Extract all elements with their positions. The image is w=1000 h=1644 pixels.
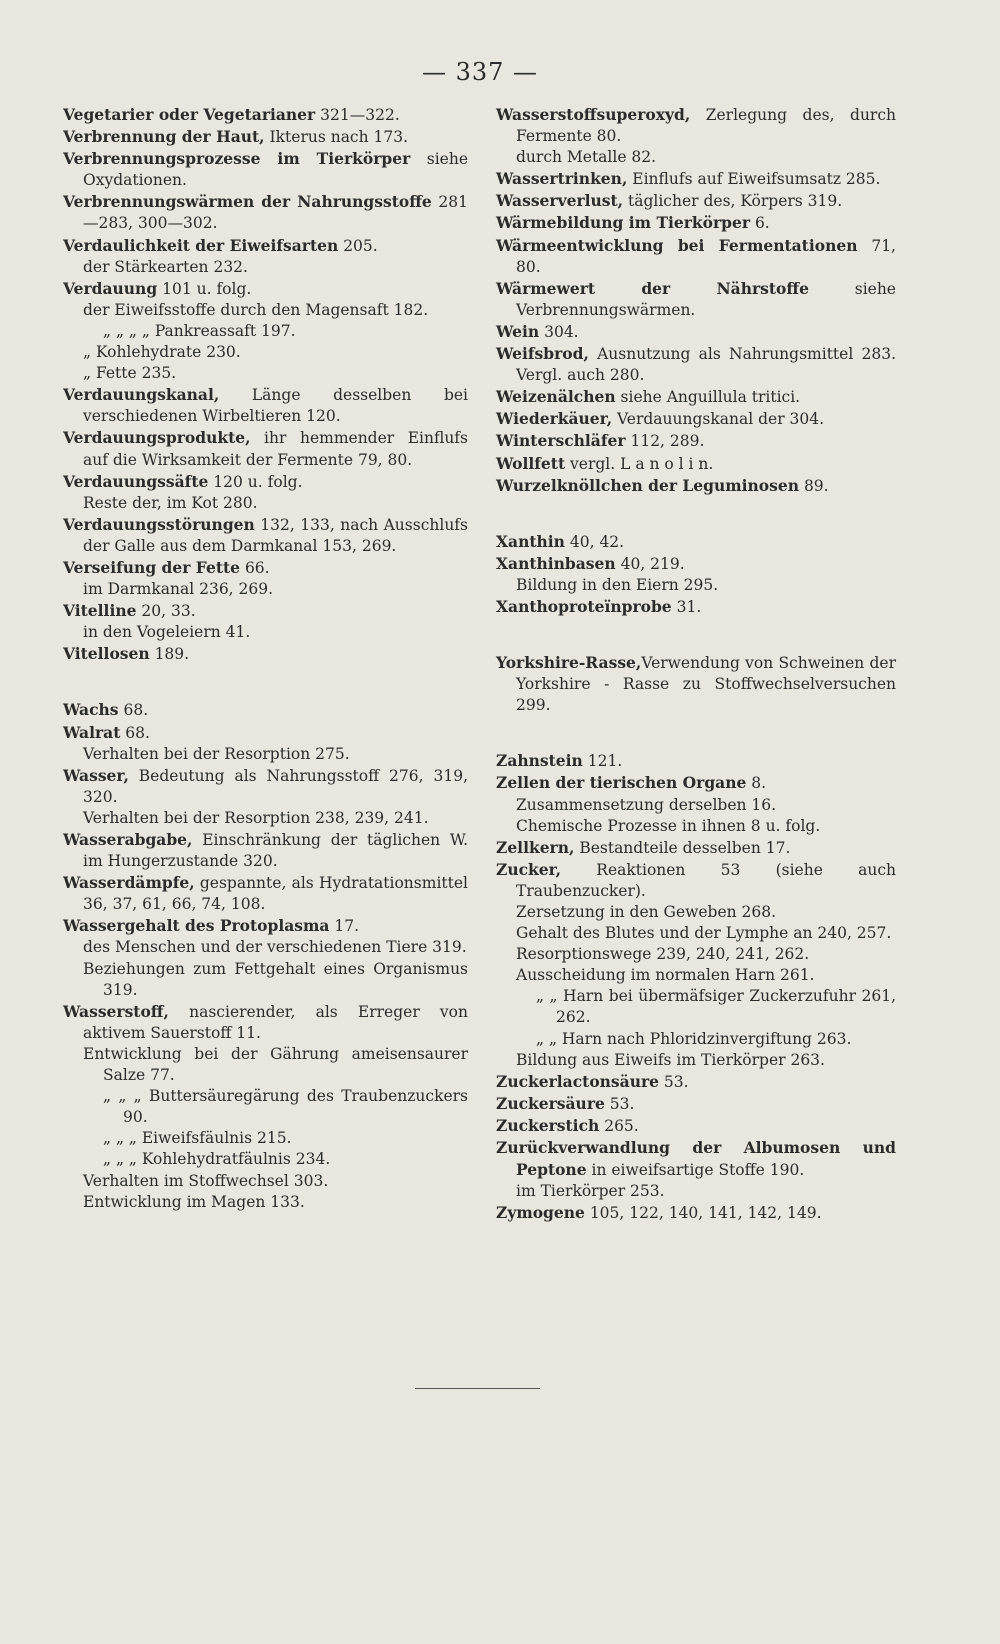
index-entry-text: Ausnutzung als Nahrungsmittel 283. Vergl. auch 280. <box>516 345 896 385</box>
end-rule <box>415 1388 540 1389</box>
index-entry-text: Zusammensetzung derselben 16. <box>516 795 777 814</box>
index-entry-text: 17. <box>329 917 360 936</box>
index-entry-text: in eiweifsartige Stoffe 190. <box>586 1161 805 1180</box>
index-entry <box>63 363 468 384</box>
index-entry <box>63 1128 468 1149</box>
index-entry-text: Entwicklung im Magen 133. <box>83 1192 305 1211</box>
index-entry <box>496 1115 896 1137</box>
index-entry-text: Ikterus nach 173. <box>264 128 409 147</box>
index-entry <box>496 965 896 986</box>
index-entry-text: 68. <box>118 701 149 720</box>
index-entry-heading: Xanthinbasen <box>496 553 616 573</box>
index-entry-heading: Wasser, <box>63 765 129 785</box>
index-entry-heading: Xanthin <box>496 531 565 551</box>
index-entry-text: „ Kohlehydrate 230. <box>83 343 241 362</box>
index-entry-text: „ „ Harn bei übermäfsiger Zuckerzufuhr 261, 262. <box>536 987 896 1027</box>
index-entry-heading: Verdauung <box>63 278 158 298</box>
index-entry <box>63 744 468 765</box>
index-entry <box>63 872 468 915</box>
index-entry-heading: Zuckerlactonsäure <box>496 1071 659 1091</box>
index-entry-text: 53. <box>604 1094 635 1113</box>
index-entry-heading: Verdauungskanal, <box>63 385 220 405</box>
index-entry-heading: Wiederkäuer, <box>496 409 613 429</box>
index-entry-text: 20, 33. <box>136 602 196 621</box>
index-entry <box>63 278 468 300</box>
index-entry <box>63 643 468 665</box>
index-entry-text: siehe Verbrennungswärmen. <box>516 279 896 319</box>
index-entry <box>63 829 468 872</box>
index-entry-text: 112, 289. <box>625 432 705 451</box>
index-entry <box>63 1149 468 1170</box>
index-entry-heading: Verbrennungswärmen der Nahrungsstoffe <box>63 192 432 212</box>
index-entry-text: Verhalten bei der Resorption 238, 239, 241. <box>83 808 429 827</box>
index-entry <box>63 471 468 493</box>
index-entry <box>496 795 896 816</box>
index-entry <box>496 816 896 837</box>
index-entry-text: „ Fette 235. <box>83 364 177 383</box>
index-entry-heading: Weizenälchen <box>496 387 616 407</box>
index-entry-text: 205. <box>338 236 378 255</box>
index-entry-heading: Wärmewert der Nährstoffe <box>496 278 809 298</box>
index-entry-text: siehe Oxydationen. <box>83 150 468 190</box>
index-entry-text: 265. <box>599 1116 639 1135</box>
index-entry-text: gespannte, als Hydratationsmittel 36, 37, 61, 66, 74, 108. <box>83 874 468 914</box>
index-entry-heading: Wassertrinken, <box>496 169 628 189</box>
index-entry-heading: Verdauungsstörungen <box>63 514 255 534</box>
index-entry <box>496 1029 896 1050</box>
index-entry-text: 132, 133, nach Ausschlufs der Galle aus dem Darmkanal 153, 269. <box>83 515 468 555</box>
index-entry-heading: Zymogene <box>496 1203 585 1223</box>
index-entry-text: 304. <box>539 322 579 341</box>
index-entry-heading: Verbrennung der Haut, <box>63 127 265 147</box>
index-entry <box>496 212 896 234</box>
index-entry-text: Einflufs auf Eiweifsumsatz 285. <box>627 170 881 189</box>
index-entry <box>496 343 896 386</box>
index-entry-heading: Weifsbrod, <box>496 344 589 364</box>
index-entry-heading: Wachs <box>63 700 119 720</box>
index-entry <box>63 600 468 622</box>
index-entry-heading: Wein <box>496 321 540 341</box>
index-entry <box>496 104 896 147</box>
index-entry <box>63 915 468 937</box>
index-entry-text: Resorptionswege 239, 240, 241, 262. <box>516 945 810 964</box>
index-entry-text: des Menschen und der verschiedenen Tiere 319. <box>83 938 467 957</box>
index-entry-text: Chemische Prozesse in ihnen 8 u. folg. <box>516 816 821 835</box>
index-entry-text: 120 u. folg. <box>208 472 303 491</box>
index-entry <box>63 300 468 321</box>
index-entry-heading: Wasserverlust, <box>496 191 624 211</box>
index-entry-heading: Zellkern, <box>496 837 575 857</box>
index-entry <box>63 722 468 744</box>
index-entry <box>63 235 468 257</box>
index-entry-heading: Vegetarier oder Vegetarianer <box>63 105 316 124</box>
index-entry-heading: Zurückverwandlung der Albumosen und Peptone <box>496 1138 896 1180</box>
index-entry-heading: Verdaulichkeit der Eiweifsarten <box>63 235 339 255</box>
index-entry-heading: Winterschläfer <box>496 431 626 451</box>
index-entry-heading: Zellen der tierischen Organe <box>496 773 747 793</box>
index-entry <box>496 475 896 497</box>
index-entry <box>496 1181 896 1202</box>
index-entry-text: Verhalten im Stoffwechsel 303. <box>83 1171 329 1190</box>
index-entry-text: 189. <box>149 645 190 664</box>
index-entry <box>63 126 468 148</box>
index-entry <box>496 1202 896 1224</box>
index-entry-heading: Wurzelknöllchen der Leguminosen <box>496 475 800 495</box>
index-entry-heading: Zuckerstich <box>496 1115 600 1135</box>
index-entry <box>496 386 896 408</box>
index-entry <box>496 531 896 553</box>
index-entry <box>63 699 468 721</box>
index-entry <box>63 1171 468 1192</box>
index-entry-text: siehe Anguillula tritici. <box>615 388 801 407</box>
index-entry-text: nascierender, als Erreger von aktivem Sauerstoff 11. <box>83 1002 468 1042</box>
index-entry-heading: Xanthoproteïnprobe <box>496 596 672 616</box>
index-entry-text: 101 u. folg. <box>157 279 252 298</box>
index-entry-text: 321—322. <box>315 106 400 124</box>
index-entry <box>63 427 468 470</box>
index-entry-text: Entwicklung bei der Gährung ameisensaurer Salze 77. <box>83 1044 468 1085</box>
index-entry-heading: Verdauungssäfte <box>63 471 209 491</box>
index-entry <box>496 923 896 944</box>
index-entry-heading: Walrat <box>63 722 121 742</box>
index-entry <box>496 772 896 794</box>
index-entry <box>496 190 896 212</box>
index-entry <box>496 837 896 859</box>
index-entry <box>63 1192 468 1213</box>
index-entry-heading: Verbrennungsprozesse im Tierkörper <box>63 149 411 169</box>
index-entry <box>63 191 468 234</box>
index-entry-text: Bildung aus Eiweifs im Tierkörper 263. <box>516 1050 825 1069</box>
page-number: — 337 — <box>421 58 539 86</box>
index-entry-text: 53. <box>659 1072 689 1091</box>
index-entry-text: der Eiweifsstoffe durch den Magensaft 182. <box>83 300 429 319</box>
index-entry-text: 105, 122, 140, 141, 142, 149. <box>584 1204 822 1223</box>
index-entry-text: im Tierkörper 253. <box>516 1182 665 1201</box>
index-entry-text: ihr hemmender Einflufs auf die Wirksamkeit der Fermente 79, 80. <box>83 429 468 469</box>
index-entry-text: Bildung in den Eiern 295. <box>516 575 719 594</box>
index-entry <box>496 859 896 902</box>
index-entry-text: Verwendung von Schweinen der Yorkshire - Rasse zu Stoffwechselversuchen 299. <box>516 654 896 715</box>
index-entry <box>496 1093 896 1115</box>
index-entry <box>63 808 468 829</box>
index-entry-text: Verdauungskanal der 304. <box>612 410 825 429</box>
index-entry <box>63 959 468 1001</box>
index-entry <box>63 1001 468 1044</box>
index-entry-text: Bedeutung als Nahrungsstoff 276, 319, 320. <box>83 766 468 806</box>
index-entry-heading: Zahnstein <box>496 751 583 771</box>
index-entry <box>63 257 468 278</box>
index-entry-text: 71, 80. <box>516 236 896 276</box>
index-entry <box>496 453 896 475</box>
index-entry <box>496 1137 896 1181</box>
index-entry <box>496 321 896 343</box>
index-entry <box>496 1050 896 1071</box>
index-entry-text: Reste der, im Kot 280. <box>83 493 258 512</box>
index-entry-text: „ „ „ Buttersäuregärung des Traubenzuckers 90. <box>103 1087 468 1127</box>
index-entry-heading: Wasserstoff, <box>63 1001 169 1021</box>
index-entry <box>63 384 468 427</box>
index-entry <box>496 147 896 168</box>
index-entry-heading: Wassergehalt des Protoplasma <box>63 916 330 936</box>
index-entry <box>63 104 468 126</box>
index-entry <box>496 408 896 430</box>
index-entry <box>496 652 896 716</box>
index-entry-text: „ „ „ Kohlehydratfäulnis 234. <box>103 1150 331 1169</box>
index-entry-text: Einschränkung der täglichen W. im Hungerzustande 320. <box>83 831 468 871</box>
index-entry-text: Bestandteile desselben 17. <box>574 838 791 857</box>
index-entry <box>496 553 896 575</box>
index-entry-text: vergl. L a n o l i n. <box>565 454 714 473</box>
index-entry <box>63 557 468 579</box>
index-entry-text: 89. <box>799 476 829 495</box>
index-entry-text: 40, 42. <box>564 532 625 551</box>
index-entry <box>496 168 896 190</box>
index-entry-text: 66. <box>240 558 270 577</box>
index-entry <box>63 493 468 514</box>
index-entry <box>63 937 468 958</box>
index-entry-text: täglicher des, Körpers 319. <box>623 192 843 211</box>
index-entry-heading: Zucker, <box>496 859 562 879</box>
index-entry <box>63 321 468 342</box>
index-entry <box>63 1044 468 1086</box>
index-entry-text: 31. <box>671 597 702 616</box>
index-entry <box>63 579 468 600</box>
index-entry <box>63 342 468 363</box>
index-entry-heading: Verseifung der Fette <box>63 557 241 577</box>
index-entry-heading: Verdauungsprodukte, <box>63 428 251 448</box>
index-entry <box>496 902 896 923</box>
index-entry <box>496 430 896 452</box>
index-entry-text: Gehalt des Blutes und der Lymphe an 240, 257. <box>516 924 892 943</box>
index-entry-text: 68. <box>120 723 150 742</box>
index-entry-text: Zerlegung des, durch Fermente 80. <box>516 106 896 146</box>
index-entry-heading: Wasserabgabe, <box>63 830 193 849</box>
index-entry <box>496 1071 896 1093</box>
index-entry-heading: Wasserdämpfe, <box>63 873 195 893</box>
index-entry-heading: Yorkshire-Rasse, <box>496 653 642 673</box>
index-entry <box>63 622 468 643</box>
index-entry-heading: Wärmebildung im Tierkörper <box>496 213 751 233</box>
index-column-left <box>63 104 468 1213</box>
index-entry-text: Ausscheidung im normalen Harn 261. <box>516 966 815 985</box>
index-column-right <box>496 104 896 1224</box>
index-entry-text: 6. <box>750 214 770 233</box>
index-entry <box>63 514 468 557</box>
index-entry <box>496 986 896 1028</box>
index-entry <box>496 750 896 772</box>
index-entry-text: 121. <box>582 752 623 771</box>
index-entry-heading: Wasserstoffsuperoxyd, <box>496 105 691 124</box>
index-entry-text: „ „ „ „ Pankreassaft 197. <box>103 321 296 340</box>
index-entry <box>63 765 468 808</box>
index-entry-text: Verhalten bei der Resorption 275. <box>83 744 350 763</box>
index-entry <box>496 575 896 596</box>
index-entry-text: 40, 219. <box>615 554 685 573</box>
index-entry <box>496 278 896 321</box>
index-entry-heading: Vitelline <box>63 601 137 621</box>
index-entry <box>496 944 896 965</box>
index-entry-heading: Wollfett <box>496 453 566 473</box>
index-entry-text: durch Metalle 82. <box>516 148 657 167</box>
index-entry-text: Beziehungen zum Fettgehalt eines Organismus 319. <box>83 959 468 999</box>
index-entry <box>63 148 468 191</box>
index-entry-heading: Vitellosen <box>63 644 150 664</box>
index-entry <box>496 235 896 278</box>
index-entry-heading: Wärmeentwicklung bei Fermentationen <box>496 235 858 255</box>
index-entry-text: 8. <box>746 774 767 793</box>
index-entry-text: Reaktionen 53 (siehe auch Traubenzucker). <box>516 860 896 900</box>
index-entry-text: „ „ „ Eiweifsfäulnis 215. <box>103 1129 292 1148</box>
index-entry-text: im Darmkanal 236, 269. <box>83 580 274 599</box>
index-entry-text: Länge desselben bei verschiedenen Wirbeltieren 120. <box>83 386 468 426</box>
index-entry-text: 281—283, 300—302. <box>83 193 468 233</box>
index-entry <box>63 1086 468 1128</box>
index-entry-text: „ „ Harn nach Phloridzinvergiftung 263. <box>536 1029 852 1048</box>
index-entry-text: in den Vogeleiern 41. <box>83 623 251 642</box>
index-entry-text: der Stärkearten 232. <box>83 257 248 276</box>
index-entry-text: Zersetzung in den Geweben 268. <box>516 903 777 921</box>
index-entry <box>496 596 896 618</box>
index-entry-heading: Zuckersäure <box>496 1093 605 1113</box>
